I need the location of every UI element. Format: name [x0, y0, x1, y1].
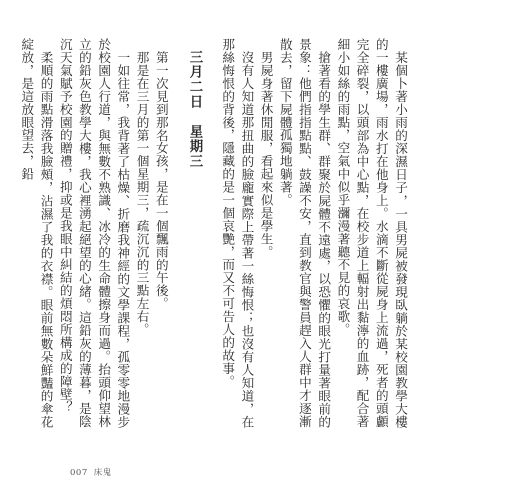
body-paragraph-7: 一如往常，我背著了枯燥、折磨我神經的文學課程，孤零零地漫步於校園人行道，與無數不熟識、冰冷的生命體擦身而過。抬頭仰望林立的鉛灰色教學大樓，我心裡湧起絕望的心緒。這鉛灰的薄暮，是陰沉天氣賦予校園的贈禮，抑或是我眼中糾結的煩悶所構成的障壁？: [57, 38, 131, 428]
book-title: 床鬼: [93, 468, 112, 478]
page-footer: [70, 466, 112, 478]
body-paragraph-4: 沒有人知道那扭曲的臉龐實際上帶著一絲悔恨；也沒有人知道，在那絲悔恨的背後，隱藏的是一個哀艷，而又不可告人的故事。: [220, 38, 255, 428]
body-paragraph-3: 男屍身著休閒服，看起來似是學生。: [258, 50, 274, 258]
vertical-text-body: [19, 38, 410, 428]
body-paragraph-8: 柔順的雨點滑落我臉頰，沾濕了我的衣襟。眼前無數朵鮮豔的傘花綻放，是這放眼望去，鉛: [19, 38, 54, 428]
body-paragraph-5: 第一次見到那名女孩，是在一個飄雨的午後。: [153, 50, 169, 310]
body-paragraph-1: 某個卜著小雨的深濕日子，一具男屍被發現臥躺於某校園教學大樓的一樓廣場，雨水打在他身上。水滴不斷從屍身上流過，死者的頭顱完全碎裂，以頭部為中心點，在校步道上輻射出黏濘的血跡，配合著細小如絲的雨點，空氣中似乎瀰漫著聽不見的哀歌。: [335, 38, 408, 428]
page-number: 007: [70, 468, 88, 478]
body-paragraph-2: 搶著看的學生群、群聚於屍體不遠處，以恐懼的眼光打量著眼前的景象：他們指指點點、鼓譟不安，直到教官與警員趕入人群中才逐漸散去，留下屍體孤獨地躺著。: [277, 38, 332, 428]
chapter-date-heading: 三月二日 星期三: [186, 50, 203, 170]
body-paragraph-6: 那是在三月的第一個星期三，疏沉沉的三點左右。: [134, 50, 150, 336]
